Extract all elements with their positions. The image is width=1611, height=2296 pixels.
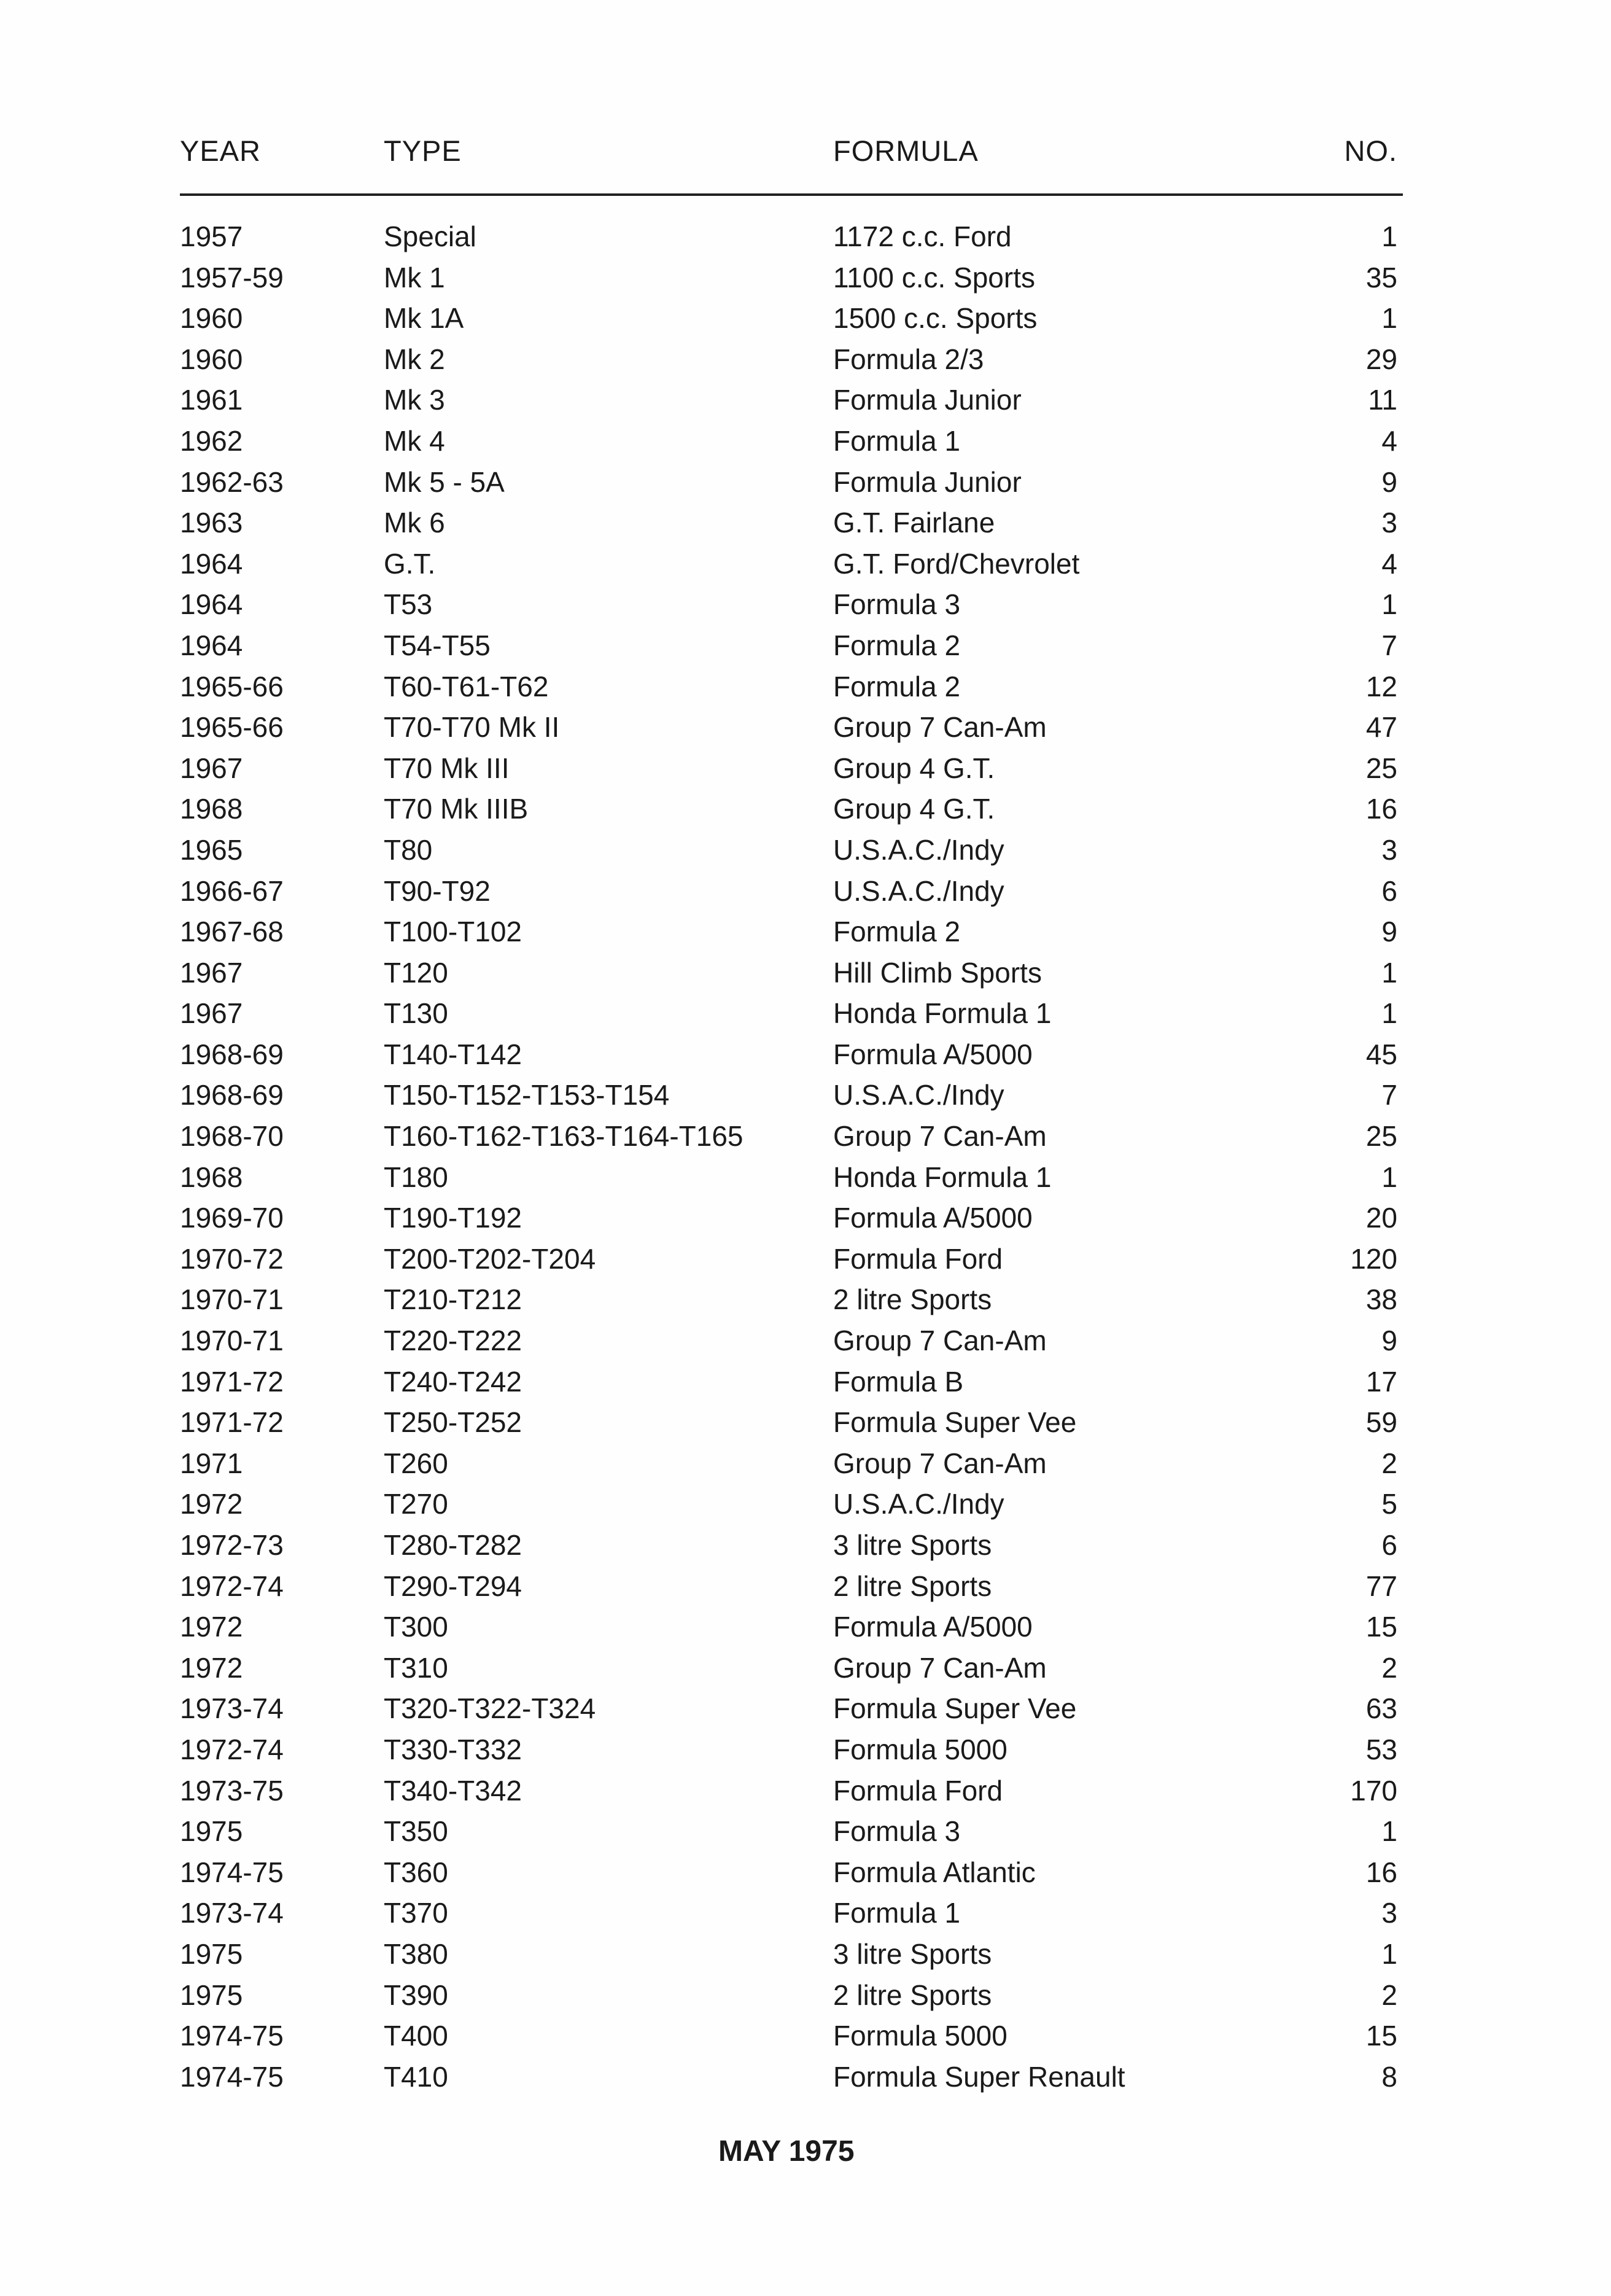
table-row	[0, 1443, 1611, 1484]
table-row	[0, 1729, 1611, 1770]
cell-no: 3	[1381, 507, 1397, 539]
table-row	[0, 1116, 1611, 1157]
cell-no: 63	[1365, 1692, 1397, 1725]
cell-type: T150-T152-T153-T154	[384, 1079, 670, 1111]
cell-year: 1964	[180, 547, 243, 580]
cell-formula: U.S.A.C./Indy	[833, 833, 1004, 866]
cell-type: T180	[384, 1161, 448, 1193]
table-row	[0, 1606, 1611, 1648]
cell-formula: U.S.A.C./Indy	[833, 1079, 1004, 1111]
cell-year: 1972-74	[180, 1733, 284, 1765]
header-type: TYPE	[384, 134, 462, 167]
cell-year: 1972	[180, 1651, 243, 1684]
cell-year: 1971-72	[180, 1406, 284, 1439]
table-row	[0, 1361, 1611, 1403]
cell-formula: 1172 c.c. Ford	[833, 220, 1012, 252]
cell-no: 59	[1365, 1406, 1397, 1439]
header-formula: FORMULA	[833, 134, 979, 167]
cell-no: 45	[1365, 1038, 1397, 1070]
cell-no: 16	[1365, 793, 1397, 825]
cell-formula: Formula Super Vee	[833, 1406, 1077, 1439]
cell-formula: Formula 1	[833, 1897, 961, 1929]
cell-type: Mk 3	[384, 384, 445, 416]
cell-type: T54-T55	[384, 629, 491, 661]
table-row	[0, 1034, 1611, 1075]
cell-year: 1962	[180, 424, 243, 457]
cell-no: 6	[1381, 1529, 1397, 1561]
cell-type: T140-T142	[384, 1038, 522, 1070]
cell-formula: 2 litre Sports	[833, 1283, 992, 1316]
cell-no: 38	[1365, 1283, 1397, 1316]
cell-no: 11	[1368, 384, 1397, 416]
table-row	[0, 1075, 1611, 1116]
cell-no: 1	[1381, 220, 1397, 252]
cell-formula: Formula A/5000	[833, 1202, 1033, 1234]
cell-type: T270	[384, 1488, 448, 1520]
table-row	[0, 1279, 1611, 1320]
cell-year: 1968	[180, 1161, 243, 1193]
table-row	[0, 1852, 1611, 1893]
cell-formula: 3 litre Sports	[833, 1529, 992, 1561]
cell-year: 1974-75	[180, 2060, 284, 2093]
cell-no: 17	[1365, 1365, 1397, 1398]
cell-year: 1968-69	[180, 1038, 284, 1070]
cell-no: 25	[1365, 1120, 1397, 1153]
cell-type: T320-T322-T324	[384, 1692, 596, 1725]
table-row	[0, 1197, 1611, 1239]
cell-year: 1966-67	[180, 874, 284, 907]
cell-formula: Formula Atlantic	[833, 1856, 1036, 1888]
table-row	[0, 1525, 1611, 1566]
cell-type: T190-T192	[384, 1202, 522, 1234]
cell-no: 7	[1381, 1079, 1397, 1111]
cell-type: Mk 1	[384, 261, 445, 294]
cell-type: T380	[384, 1937, 448, 1970]
cell-formula: U.S.A.C./Indy	[833, 1488, 1004, 1520]
table-row	[0, 298, 1611, 339]
cell-year: 1962-63	[180, 465, 284, 498]
footer-date: MAY 1975	[718, 2135, 855, 2168]
table-row	[0, 257, 1611, 298]
cell-formula: Formula A/5000	[833, 1611, 1033, 1643]
cell-formula: Group 4 G.T.	[833, 752, 995, 784]
cell-formula: Formula Ford	[833, 1774, 1003, 1807]
cell-year: 1969-70	[180, 1202, 284, 1234]
table-row	[0, 707, 1611, 748]
table-row	[0, 2057, 1611, 2098]
cell-type: T220-T222	[384, 1325, 522, 1357]
table-row	[0, 871, 1611, 912]
cell-formula: Group 7 Can-Am	[833, 1447, 1047, 1479]
cell-type: T260	[384, 1447, 448, 1479]
table-row	[0, 216, 1611, 257]
table-row	[0, 502, 1611, 543]
cell-type: T200-T202-T204	[384, 1242, 596, 1275]
cell-type: T70 Mk IIIB	[384, 793, 529, 825]
cell-no: 4	[1381, 547, 1397, 580]
cell-formula: 1100 c.c. Sports	[833, 261, 1035, 294]
cell-formula: Group 7 Can-Am	[833, 1120, 1047, 1153]
cell-formula: Group 4 G.T.	[833, 793, 995, 825]
cell-year: 1973-74	[180, 1897, 284, 1929]
cell-type: Mk 1A	[384, 302, 464, 335]
cell-year: 1968	[180, 793, 243, 825]
cell-no: 2	[1381, 1447, 1397, 1479]
cell-no: 8	[1381, 2060, 1397, 2093]
cell-year: 1972	[180, 1488, 243, 1520]
cell-no: 1	[1381, 588, 1397, 621]
cell-year: 1972-73	[180, 1529, 284, 1561]
cell-year: 1970-71	[180, 1325, 284, 1357]
cell-year: 1973-75	[180, 1774, 284, 1807]
cell-type: T340-T342	[384, 1774, 522, 1807]
cell-year: 1970-72	[180, 1242, 284, 1275]
cell-year: 1964	[180, 588, 243, 621]
table-row	[0, 1648, 1611, 1689]
cell-year: 1957-59	[180, 261, 284, 294]
cell-type: T100-T102	[384, 916, 522, 948]
cell-year: 1968-70	[180, 1120, 284, 1153]
cell-no: 1	[1381, 1161, 1397, 1193]
cell-formula: Formula 2	[833, 670, 961, 702]
header-no: NO.	[1344, 134, 1397, 167]
table-row	[0, 788, 1611, 830]
table-row	[0, 543, 1611, 585]
cell-no: 16	[1365, 1856, 1397, 1888]
table-body	[0, 216, 1611, 2097]
cell-formula: 1500 c.c. Sports	[833, 302, 1038, 335]
cell-type: T210-T212	[384, 1283, 522, 1316]
cell-formula: Formula 5000	[833, 1733, 1007, 1765]
cell-type: T350	[384, 1815, 448, 1848]
cell-type: T53	[384, 588, 433, 621]
cell-no: 1	[1381, 1937, 1397, 1970]
cell-formula: Formula Junior	[833, 465, 1022, 498]
cell-type: T280-T282	[384, 1529, 522, 1561]
table-row	[0, 830, 1611, 871]
cell-formula: Formula 2	[833, 916, 961, 948]
cell-type: G.T.	[384, 547, 436, 580]
cell-year: 1963	[180, 507, 243, 539]
cell-type: T130	[384, 997, 448, 1030]
cell-type: T310	[384, 1651, 448, 1684]
cell-type: T70-T70 Mk II	[384, 711, 560, 744]
header-divider	[180, 193, 1403, 196]
table-row	[0, 379, 1611, 421]
cell-no: 1	[1381, 1815, 1397, 1848]
cell-year: 1973-74	[180, 1692, 284, 1725]
cell-no: 1	[1381, 956, 1397, 989]
cell-formula: Group 7 Can-Am	[833, 1325, 1047, 1357]
cell-type: T410	[384, 2060, 448, 2093]
cell-year: 1957	[180, 220, 243, 252]
cell-type: T330-T332	[384, 1733, 522, 1765]
table-header	[0, 134, 1611, 177]
cell-no: 5	[1381, 1488, 1397, 1520]
cell-formula: Formula Super Renault	[833, 2060, 1125, 2093]
cell-type: T400	[384, 2020, 448, 2052]
cell-formula: Hill Climb Sports	[833, 956, 1042, 989]
cell-type: T370	[384, 1897, 448, 1929]
table-row	[0, 1893, 1611, 1934]
cell-year: 1972-74	[180, 1570, 284, 1602]
cell-no: 1	[1381, 997, 1397, 1030]
cell-type: T360	[384, 1856, 448, 1888]
table-row	[0, 1484, 1611, 1525]
cell-year: 1965	[180, 833, 243, 866]
cell-type: T80	[384, 833, 433, 866]
cell-no: 15	[1365, 2020, 1397, 2052]
table-row	[0, 1239, 1611, 1280]
cell-formula: Formula Super Vee	[833, 1692, 1077, 1725]
cell-no: 29	[1365, 343, 1397, 375]
cell-no: 2	[1381, 1979, 1397, 2011]
cell-no: 2	[1381, 1651, 1397, 1684]
cell-type: Mk 4	[384, 424, 445, 457]
table-row	[0, 1688, 1611, 1729]
cell-formula: Honda Formula 1	[833, 1161, 1052, 1193]
cell-formula: Honda Formula 1	[833, 997, 1052, 1030]
cell-formula: 2 litre Sports	[833, 1570, 992, 1602]
cell-type: T390	[384, 1979, 448, 2011]
cell-type: T250-T252	[384, 1406, 522, 1439]
cell-formula: Formula A/5000	[833, 1038, 1033, 1070]
table-row	[0, 1566, 1611, 1607]
table-row	[0, 421, 1611, 462]
cell-formula: Formula Junior	[833, 384, 1022, 416]
cell-no: 12	[1365, 670, 1397, 702]
table-row	[0, 2015, 1611, 2057]
table-row	[0, 1320, 1611, 1361]
table-row	[0, 584, 1611, 625]
table-row	[0, 952, 1611, 994]
cell-year: 1974-75	[180, 1856, 284, 1888]
cell-no: 20	[1365, 1202, 1397, 1234]
cell-type: Mk 5 - 5A	[384, 465, 505, 498]
cell-no: 170	[1350, 1774, 1397, 1807]
cell-formula: Formula 3	[833, 1815, 961, 1848]
cell-year: 1961	[180, 384, 243, 416]
table-row	[0, 1402, 1611, 1443]
cell-type: T70 Mk III	[384, 752, 510, 784]
cell-no: 3	[1381, 833, 1397, 866]
cell-year: 1971-72	[180, 1365, 284, 1398]
cell-type: Special	[384, 220, 476, 252]
cell-no: 120	[1350, 1242, 1397, 1275]
cell-no: 53	[1365, 1733, 1397, 1765]
cell-formula: Formula B	[833, 1365, 964, 1398]
cell-type: T160-T162-T163-T164-T165	[384, 1120, 743, 1153]
cell-formula: Formula 5000	[833, 2020, 1007, 2052]
cell-formula: Formula 2/3	[833, 343, 984, 375]
cell-no: 9	[1381, 1325, 1397, 1357]
cell-type: T120	[384, 956, 448, 989]
cell-type: T300	[384, 1611, 448, 1643]
cell-type: T60-T61-T62	[384, 670, 549, 702]
cell-year: 1960	[180, 302, 243, 335]
cell-no: 7	[1381, 629, 1397, 661]
cell-year: 1967	[180, 956, 243, 989]
cell-year: 1975	[180, 1937, 243, 1970]
cell-no: 47	[1365, 711, 1397, 744]
cell-no: 15	[1365, 1611, 1397, 1643]
cell-formula: Formula Ford	[833, 1242, 1003, 1275]
cell-year: 1975	[180, 1815, 243, 1848]
cell-year: 1967	[180, 752, 243, 784]
cell-formula: U.S.A.C./Indy	[833, 874, 1004, 907]
table-row	[0, 1811, 1611, 1852]
cell-no: 77	[1365, 1570, 1397, 1602]
cell-formula: 3 litre Sports	[833, 1937, 992, 1970]
cell-formula: Formula 1	[833, 424, 961, 457]
table-row	[0, 1157, 1611, 1198]
table-row	[0, 666, 1611, 707]
cell-year: 1975	[180, 1979, 243, 2011]
cell-formula: Group 7 Can-Am	[833, 1651, 1047, 1684]
cell-no: 9	[1381, 465, 1397, 498]
cell-no: 4	[1381, 424, 1397, 457]
cell-type: T290-T294	[384, 1570, 522, 1602]
table-row	[0, 1770, 1611, 1812]
cell-no: 35	[1365, 261, 1397, 294]
cell-type: T90-T92	[384, 874, 491, 907]
cell-type: Mk 6	[384, 507, 445, 539]
cell-year: 1974-75	[180, 2020, 284, 2052]
cell-year: 1967	[180, 997, 243, 1030]
table-row	[0, 462, 1611, 503]
cell-year: 1964	[180, 629, 243, 661]
cell-year: 1970-71	[180, 1283, 284, 1316]
cell-year: 1971	[180, 1447, 243, 1479]
header-year: YEAR	[180, 134, 261, 167]
cell-no: 3	[1381, 1897, 1397, 1929]
cell-formula: Formula 3	[833, 588, 961, 621]
cell-formula: Formula 2	[833, 629, 961, 661]
cell-formula: G.T. Fairlane	[833, 507, 995, 539]
cell-year: 1965-66	[180, 670, 284, 702]
table-row	[0, 748, 1611, 789]
cell-year: 1967-68	[180, 916, 284, 948]
cell-no: 9	[1381, 916, 1397, 948]
cell-formula: G.T. Ford/Chevrolet	[833, 547, 1080, 580]
cell-formula: Group 7 Can-Am	[833, 711, 1047, 744]
cell-year: 1968-69	[180, 1079, 284, 1111]
cell-no: 1	[1381, 302, 1397, 335]
table-row	[0, 1934, 1611, 1975]
cell-type: Mk 2	[384, 343, 445, 375]
table-row	[0, 1975, 1611, 2016]
table-row	[0, 625, 1611, 666]
cell-formula: 2 litre Sports	[833, 1979, 992, 2011]
table-row	[0, 993, 1611, 1034]
cell-year: 1960	[180, 343, 243, 375]
cell-no: 25	[1365, 752, 1397, 784]
table-row	[0, 911, 1611, 952]
table-row	[0, 339, 1611, 380]
cell-year: 1972	[180, 1611, 243, 1643]
cell-type: T240-T242	[384, 1365, 522, 1398]
cell-no: 6	[1381, 874, 1397, 907]
cell-year: 1965-66	[180, 711, 284, 744]
